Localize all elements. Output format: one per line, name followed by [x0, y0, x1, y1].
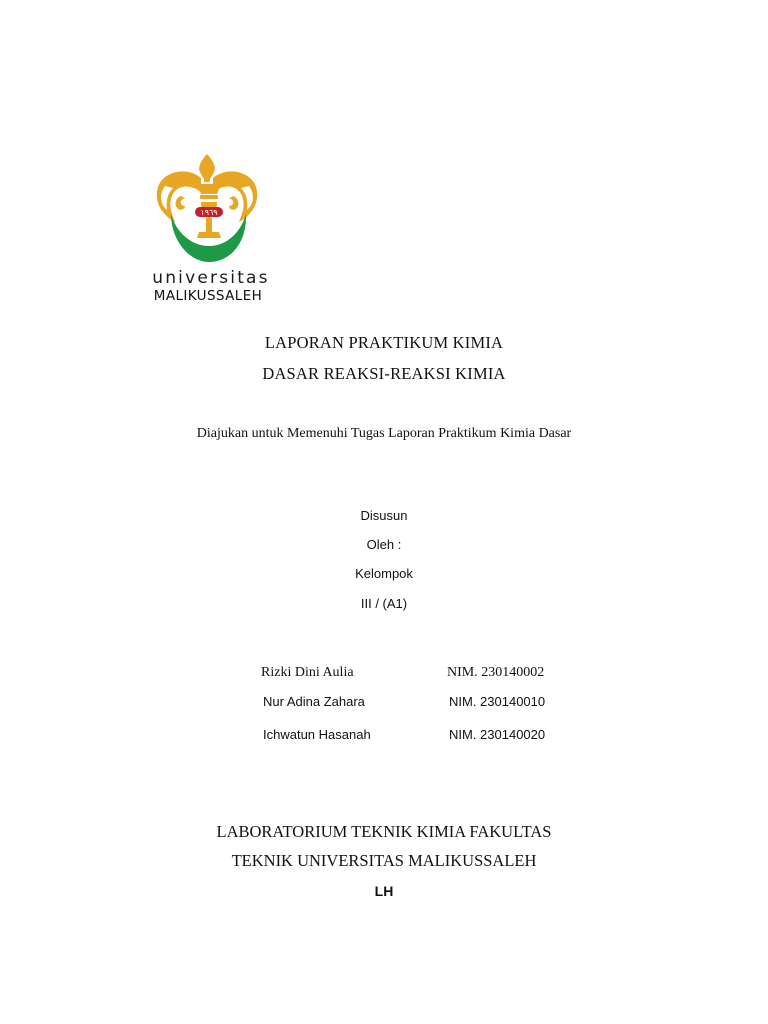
report-subtitle: Diajukan untuk Memenuhi Tugas Laporan Praktikum Kimia Dasar [196, 426, 572, 441]
authors-kelompok: Kelompok [355, 566, 413, 581]
member-nim: NIM. 230140002 [447, 665, 545, 680]
footer-location: LH [374, 883, 394, 899]
member-nim: NIM. 230140010 [449, 694, 546, 709]
report-title-line1: LAPORAN PRAKTIKUM KIMIA [264, 333, 504, 352]
authors-group-code: III / (A1) [360, 596, 408, 611]
member-name: Rizki Dini Aulia [261, 665, 354, 680]
logo-wordmark-universitas: universitas [152, 268, 270, 288]
member-nim: NIM. 230140020 [449, 727, 546, 742]
university-emblem-icon [145, 152, 273, 272]
seal-year-text: ١٩٦٩ [200, 208, 218, 217]
footer-laboratory-line2: TEKNIK UNIVERSITAS MALIKUSSALEH [231, 851, 537, 870]
member-name: Nur Adina Zahara [263, 694, 365, 709]
authors-disusun: Disusun [360, 508, 408, 523]
authors-oleh: Oleh : [366, 537, 402, 552]
member-name: Ichwatun Hasanah [263, 727, 371, 742]
logo-wordmark-malikussaleh: MALIKUSSALEH [153, 288, 263, 304]
footer-laboratory-line1: LABORATORIUM TEKNIK KIMIA FAKULTAS [216, 822, 552, 841]
university-logo [145, 152, 273, 312]
report-title-line2: DASAR REAKSI-REAKSI KIMIA [262, 364, 506, 383]
